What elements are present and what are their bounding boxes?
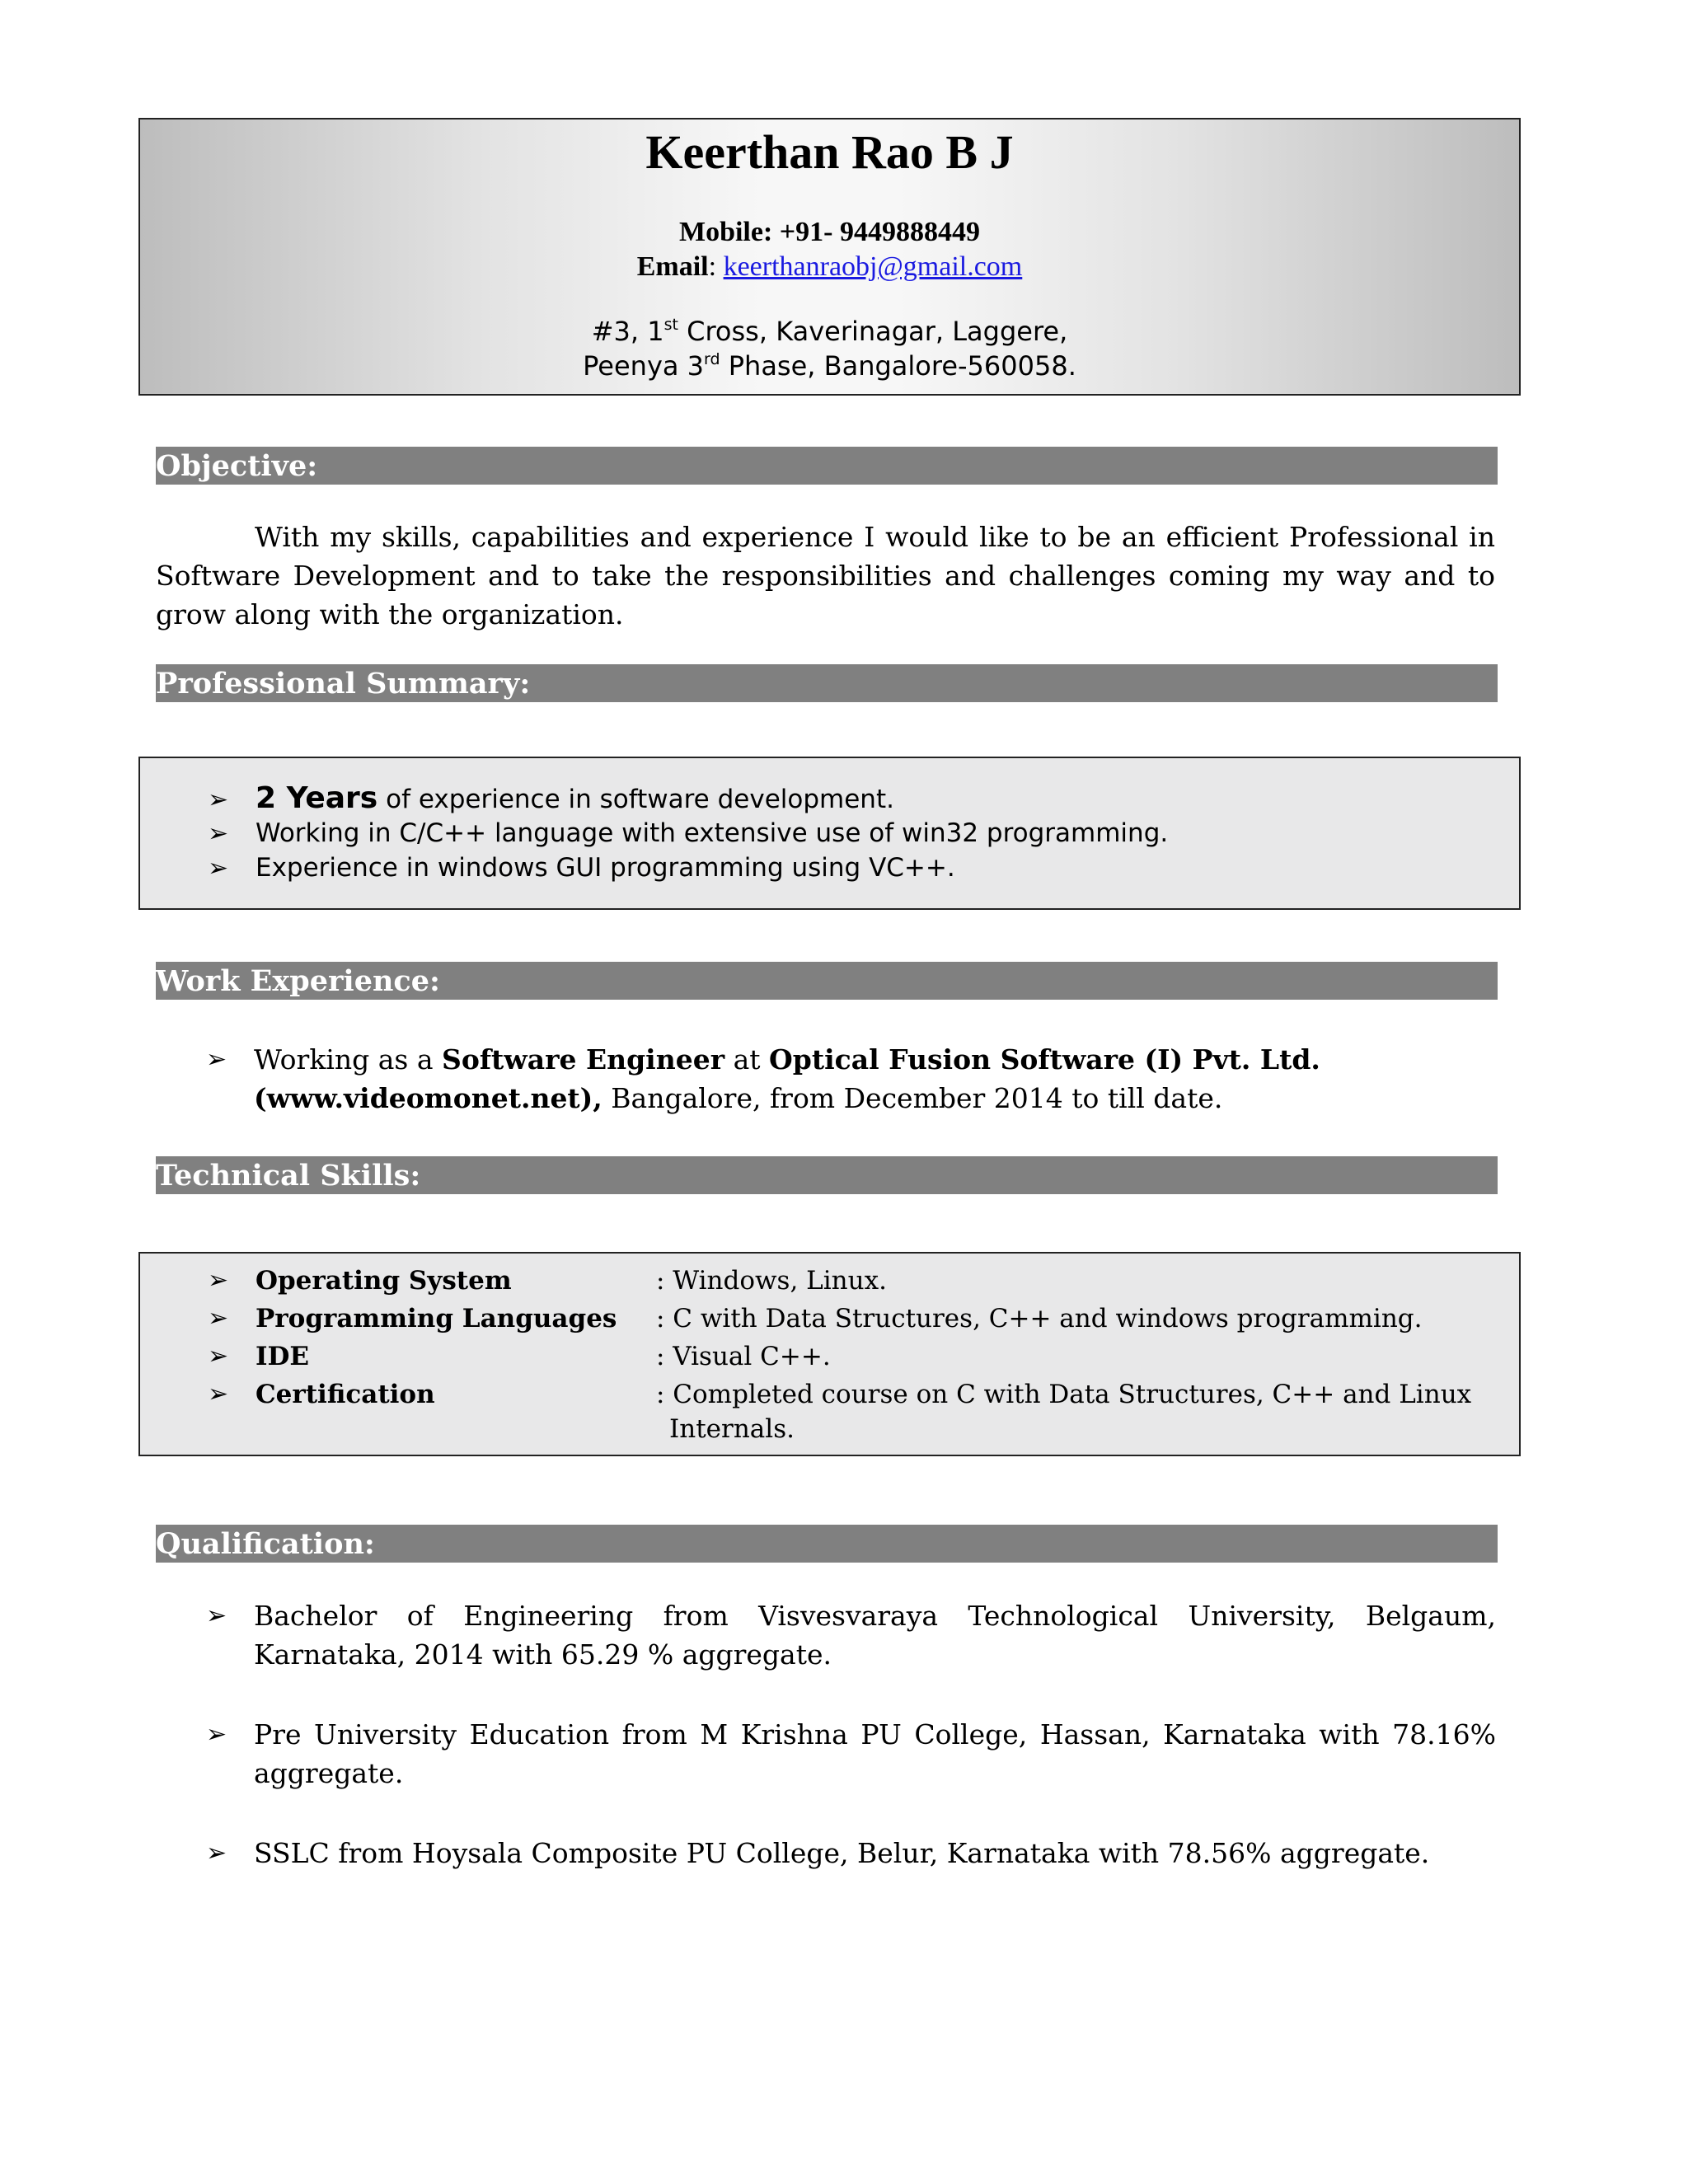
skills-box bbox=[138, 1252, 1521, 1456]
address-line-2 bbox=[140, 350, 1519, 382]
bullet-arrow-icon: ➢ bbox=[208, 1342, 229, 1371]
bullet-arrow-icon: ➢ bbox=[206, 1601, 227, 1630]
work-text-part: Bangalore, from December 2014 to till date. bbox=[602, 1082, 1223, 1114]
skill-value-line-2: Internals. bbox=[669, 1414, 795, 1444]
work-text-part: at bbox=[724, 1043, 770, 1076]
bullet-arrow-icon: ➢ bbox=[208, 819, 229, 848]
section-qualification-heading: Qualification: bbox=[156, 1525, 1498, 1563]
list-item bbox=[208, 816, 1168, 851]
bullet-arrow-icon: ➢ bbox=[206, 1839, 227, 1868]
summary-box bbox=[138, 757, 1521, 910]
bullet-arrow-icon: ➢ bbox=[208, 785, 229, 814]
address-1-start: #3, 1 bbox=[591, 316, 664, 347]
qualification-item bbox=[206, 1834, 1496, 1872]
bullet-arrow-icon: ➢ bbox=[208, 854, 229, 883]
address-1-end: Cross, Kaverinagar, Laggere, bbox=[678, 316, 1068, 347]
header-box bbox=[138, 118, 1521, 396]
mobile-number: Mobile: +91- 9449888449 bbox=[678, 217, 980, 247]
skill-key: Programming Languages bbox=[256, 1304, 617, 1333]
skill-key: Operating System bbox=[256, 1266, 512, 1296]
list-item bbox=[208, 851, 1168, 885]
qualification-text: SSLC from Hoysala Composite PU College, Belur, Karnataka with 78.56% aggregate. bbox=[254, 1837, 1430, 1869]
qualification-item bbox=[206, 1715, 1496, 1793]
list-item bbox=[208, 781, 1168, 816]
skill-value: : C with Data Structures, C++ and windows programming. bbox=[656, 1304, 1423, 1333]
work-item bbox=[206, 1040, 1500, 1118]
address-1-sup: st bbox=[663, 316, 678, 334]
summary-item-text: Experience in windows GUI programming using VC++. bbox=[256, 853, 955, 883]
bullet-arrow-icon: ➢ bbox=[206, 1045, 227, 1074]
summary-years: 2 Years bbox=[256, 781, 378, 815]
skill-value bbox=[656, 1377, 1480, 1446]
objective-text: With my skills, capabilities and experience I would like to be an efficient Professional in Software Development and to take the responsibilities and challenges coming my way and to grow along with the organization. bbox=[156, 521, 1495, 630]
work-website: (www.videomonet.net), bbox=[254, 1082, 603, 1114]
work-text bbox=[254, 1040, 1500, 1118]
summary-item-text: of experience in software development. bbox=[377, 785, 894, 814]
summary-item-text: Working in C/C++ language with extensive use of win32 programming. bbox=[256, 818, 1169, 848]
candidate-name: Keerthan Rao B J bbox=[645, 125, 1014, 179]
section-summary-heading: Professional Summary: bbox=[156, 664, 1498, 702]
bullet-arrow-icon: ➢ bbox=[208, 1380, 229, 1408]
qualification-item bbox=[206, 1596, 1496, 1674]
address-line-1 bbox=[140, 316, 1519, 347]
work-text-part: Working as a bbox=[254, 1043, 443, 1076]
work-role: Software Engineer bbox=[442, 1043, 725, 1076]
work-company: Optical Fusion Software (I) Pvt. Ltd. bbox=[769, 1043, 1320, 1076]
qualification-text: Bachelor of Engineering from Visvesvaraya Technological University, Belgaum, Karnataka, 2014 with 65.29 % aggregate. bbox=[254, 1600, 1496, 1671]
email-line bbox=[140, 251, 1519, 283]
bullet-arrow-icon: ➢ bbox=[208, 1266, 229, 1295]
qualification-text: Pre University Education from M Krishna PU College, Hassan, Karnataka with 78.16% aggregate. bbox=[254, 1718, 1496, 1789]
email-separator: : bbox=[708, 251, 724, 282]
bullet-arrow-icon: ➢ bbox=[208, 1304, 229, 1333]
summary-list bbox=[208, 781, 1168, 885]
address-2-end: Phase, Bangalore-560058. bbox=[720, 350, 1076, 382]
address-2-start: Peenya 3 bbox=[583, 350, 705, 382]
skill-key: Certification bbox=[256, 1380, 435, 1409]
email-link[interactable]: keerthanraobj@gmail.com bbox=[723, 251, 1023, 282]
address-2-sup: rd bbox=[704, 350, 720, 368]
section-objective-heading: Objective: bbox=[156, 447, 1498, 485]
bullet-arrow-icon: ➢ bbox=[206, 1720, 227, 1749]
section-skills-heading: Technical Skills: bbox=[156, 1156, 1498, 1194]
email-label: Email bbox=[636, 251, 709, 282]
skill-key: IDE bbox=[256, 1342, 310, 1371]
section-work-heading: Work Experience: bbox=[156, 962, 1498, 1000]
skill-value: : Visual C++. bbox=[656, 1342, 831, 1371]
skill-value-line-1: : Completed course on C with Data Structures, C++ and Linux bbox=[656, 1380, 1472, 1409]
skill-value: : Windows, Linux. bbox=[656, 1266, 887, 1296]
